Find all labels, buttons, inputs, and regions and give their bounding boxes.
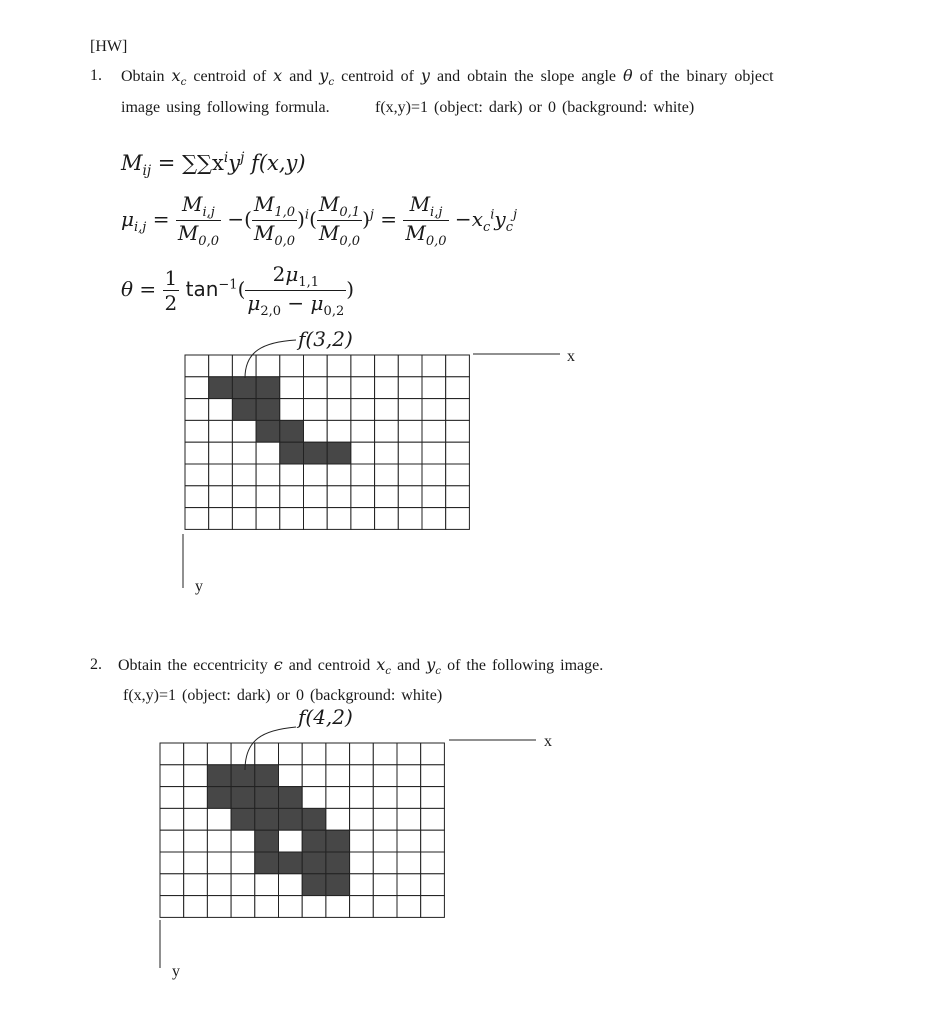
grid2-background-pixel (302, 765, 326, 787)
grid2-background-pixel (373, 830, 397, 852)
p2-text-b: and centroid (288, 657, 371, 674)
grid1-background-pixel (256, 355, 280, 377)
grid1-object-pixel (280, 442, 304, 464)
x-axis-label-2: x (544, 733, 552, 750)
grid2-object-pixel (255, 852, 279, 874)
grid1-background-pixel (375, 377, 399, 399)
grid1-background-pixel (185, 355, 209, 377)
grid2-background-pixel (373, 874, 397, 896)
grid2-object-pixel (302, 830, 326, 852)
grid1-background-pixel (209, 508, 233, 530)
grid1-background-pixel (280, 486, 304, 508)
grid1-background-pixel (351, 355, 375, 377)
grid1-background-pixel (375, 420, 399, 442)
grid2-background-pixel (184, 852, 208, 874)
grid1-background-pixel (398, 355, 422, 377)
grid2-object-pixel (207, 787, 231, 809)
grid2-background-pixel (373, 787, 397, 809)
grid1-background-pixel (304, 355, 328, 377)
grid1-background-pixel (327, 355, 351, 377)
grid1-background-pixel (304, 486, 328, 508)
grid2-background-pixel (326, 787, 350, 809)
grid2-object-pixel (255, 787, 279, 809)
grid1-background-pixel (304, 420, 328, 442)
grid1-background-pixel (327, 399, 351, 421)
grid2-background-pixel (279, 896, 303, 918)
p1-y-symbol: y (420, 66, 430, 85)
grid2-background-pixel (350, 743, 374, 765)
grid2-background-pixel (160, 830, 184, 852)
grid2-background-pixel (350, 787, 374, 809)
grid2-background-pixel (421, 765, 445, 787)
grid1-background-pixel (351, 442, 375, 464)
grid2-background-pixel (231, 743, 255, 765)
grid1-background-pixel (422, 399, 446, 421)
grid2-background-pixel (421, 743, 445, 765)
grid2-background-pixel (373, 808, 397, 830)
grid2-background-pixel (397, 896, 421, 918)
grid1-background-pixel (327, 508, 351, 530)
grid1-background-pixel (304, 464, 328, 486)
grid2-background-pixel (421, 852, 445, 874)
grid2-background-pixel (231, 852, 255, 874)
grid2-object-pixel (207, 765, 231, 787)
grid2-background-pixel (302, 787, 326, 809)
grid1-background-pixel (422, 377, 446, 399)
grid2-object-pixel (302, 874, 326, 896)
grid1-background-pixel (232, 464, 256, 486)
grid2-background-pixel (373, 852, 397, 874)
grid1-object-pixel (304, 442, 328, 464)
grid1-background-pixel (256, 442, 280, 464)
grid1-background-pixel (375, 464, 399, 486)
grid1-background-pixel (185, 508, 209, 530)
grid1-background-pixel (351, 399, 375, 421)
grid1-background-pixel (185, 486, 209, 508)
grid2-object-pixel (255, 765, 279, 787)
grid1-background-pixel (209, 399, 233, 421)
grid1-background-pixel (398, 464, 422, 486)
grid2-background-pixel (231, 896, 255, 918)
grid2-background-pixel (160, 808, 184, 830)
moment-formula: $M_{ij} = \sum\sum x^iy^j$ f(x,y) (121, 150, 306, 180)
grid1-background-pixel (185, 464, 209, 486)
pointer-curve-2 (245, 727, 296, 770)
p2-text-c: and (397, 657, 421, 674)
grid2-background-pixel (160, 787, 184, 809)
grid1-background-pixel (209, 486, 233, 508)
grid2-object-pixel (231, 808, 255, 830)
grid1-background-pixel (446, 486, 470, 508)
y-axis-label-2: y (172, 963, 180, 980)
grid1-background-pixel (327, 486, 351, 508)
pointer-label-f42: f(4,2) (298, 705, 353, 729)
y-axis-label-1: y (195, 578, 203, 595)
grid1-background-pixel (422, 508, 446, 530)
grid1-background-pixel (209, 442, 233, 464)
grid1-background-pixel (446, 355, 470, 377)
grid2-background-pixel (184, 830, 208, 852)
grid2-object-pixel (255, 830, 279, 852)
grid2-background-pixel (184, 765, 208, 787)
grid2-background-pixel (279, 830, 303, 852)
grid2-background-pixel (302, 743, 326, 765)
grid2-background-pixel (350, 874, 374, 896)
grid1-background-pixel (232, 486, 256, 508)
grid1-background-pixel (209, 355, 233, 377)
grid1-background-pixel (398, 399, 422, 421)
grid2-background-pixel (160, 765, 184, 787)
grid2-background-pixel (350, 852, 374, 874)
grid1-background-pixel (256, 464, 280, 486)
grid2-background-pixel (373, 743, 397, 765)
grid2-background-pixel (160, 852, 184, 874)
problem2-line1 (118, 655, 603, 681)
grid2-background-pixel (160, 743, 184, 765)
grid2-background-pixel (184, 743, 208, 765)
grid1-background-pixel (422, 420, 446, 442)
p2-yc-symbol: $y_c$ (426, 655, 442, 678)
p1-x-symbol: x (273, 66, 283, 85)
problem1-line1 (121, 66, 774, 92)
grid2-background-pixel (421, 874, 445, 896)
grid1-object-pixel (232, 399, 256, 421)
grid2-background-pixel (279, 874, 303, 896)
p1-theta-symbol: θ (623, 66, 633, 85)
problem1-definition: f(x,y)=1 (object: dark) or 0 (background: white) (375, 99, 695, 116)
grid2-object-pixel (326, 830, 350, 852)
central-moment-formula: $\mu_{i,j}$ = $\frac{M_{i,j}}{M_{0,0}}$ −( $\frac{M_{1,0}}{M_{0,0}}$ )$^i$( $\frac{M_{0,1}}{M_{0,0}}$ )$^j$ = $\frac{M_{i,j}}{M_{0,0}}$ $-x_c^iy_c^j$ (121, 192, 518, 249)
grid1-background-pixel (446, 508, 470, 530)
grid1-background-pixel (232, 420, 256, 442)
grid1-background-pixel (232, 355, 256, 377)
p1-text-d: centroid of (341, 68, 414, 85)
grid2-background-pixel (160, 896, 184, 918)
grid1-background-pixel (280, 508, 304, 530)
p2-text-a: Obtain the eccentricity (118, 657, 268, 674)
grid2-background-pixel (397, 787, 421, 809)
grid1-background-pixel (375, 486, 399, 508)
p1-text-c: and (289, 68, 313, 85)
grid2-object-pixel (279, 808, 303, 830)
grid1-background-pixel (232, 442, 256, 464)
grid2-background-pixel (397, 765, 421, 787)
grid1-background-pixel (327, 464, 351, 486)
grid1-background-pixel (375, 355, 399, 377)
grid1-background-pixel (446, 464, 470, 486)
grid2-background-pixel (207, 830, 231, 852)
problem1-number: 1. (90, 67, 102, 84)
theta-formula: θ = $\frac{1}{2}$ $\tan^{-1}$( $\frac{2\mu_{1,1}}{\mu_{2,0} - \mu_{0,2}}$ ) (121, 262, 355, 319)
grid2-background-pixel (326, 765, 350, 787)
grid2-background-pixel (184, 808, 208, 830)
problem2-definition: f(x,y)=1 (object: dark) or 0 (background: white) (123, 687, 443, 704)
grid1-background-pixel (185, 377, 209, 399)
grid1-background-pixel (398, 486, 422, 508)
grid2-background-pixel (207, 808, 231, 830)
grid1-background-pixel (304, 399, 328, 421)
grid2-object-pixel (326, 852, 350, 874)
grid2-background-pixel (421, 787, 445, 809)
grid2-background-pixel (184, 787, 208, 809)
grid1-background-pixel (280, 399, 304, 421)
grid2-background-pixel (326, 808, 350, 830)
grid1-object-pixel (256, 377, 280, 399)
grid1-background-pixel (256, 508, 280, 530)
p1-yc-symbol: $y_c$ (319, 66, 335, 89)
grid2-background-pixel (255, 896, 279, 918)
grid2-background-pixel (397, 743, 421, 765)
grid1-background-pixel (185, 399, 209, 421)
grid2-background-pixel (421, 830, 445, 852)
p1-text-b: centroid of (193, 68, 267, 85)
grid2-background-pixel (397, 830, 421, 852)
grid1-background-pixel (280, 377, 304, 399)
grid1-background-pixel (280, 464, 304, 486)
x-axis-label-1: x (567, 348, 575, 365)
problem1-line2: image using following formula. (121, 99, 330, 116)
grid2-background-pixel (326, 896, 350, 918)
grid1-background-pixel (446, 420, 470, 442)
p1-text-f: of the binary object (639, 68, 774, 85)
grid2-background-pixel (397, 852, 421, 874)
pointer-label-f32: f(3,2) (298, 327, 353, 351)
grid1-background-pixel (280, 355, 304, 377)
grid1-object-pixel (256, 399, 280, 421)
grid2-background-pixel (350, 896, 374, 918)
p2-xc-symbol: $x_c$ (376, 655, 392, 678)
grid2-background-pixel (231, 830, 255, 852)
grid2-background-pixel (350, 830, 374, 852)
problem2-number: 2. (90, 656, 102, 673)
grid2-background-pixel (326, 743, 350, 765)
pointer-curve-1 (245, 340, 296, 378)
grid2-object-pixel (279, 787, 303, 809)
grid2-background-pixel (350, 808, 374, 830)
grid1-background-pixel (185, 420, 209, 442)
p2-text-d: of the following image. (447, 657, 604, 674)
grid1-background-pixel (446, 377, 470, 399)
grid2-object-pixel (302, 852, 326, 874)
grid2-object-pixel (231, 765, 255, 787)
grid2-background-pixel (397, 874, 421, 896)
grid1-background-pixel (351, 508, 375, 530)
grid1-background-pixel (185, 442, 209, 464)
grid2-background-pixel (397, 808, 421, 830)
grid2-background-pixel (160, 874, 184, 896)
grid1-background-pixel (256, 486, 280, 508)
grid2-background-pixel (207, 874, 231, 896)
grid1-background-pixel (398, 442, 422, 464)
grid1-background-pixel (327, 377, 351, 399)
grid1-background-pixel (446, 399, 470, 421)
grid1-background-pixel (375, 508, 399, 530)
grid1-background-pixel (422, 486, 446, 508)
grid1-background-pixel (422, 442, 446, 464)
grid1-object-pixel (209, 377, 233, 399)
grid2-background-pixel (350, 765, 374, 787)
grid1-background-pixel (446, 442, 470, 464)
grid1-background-pixel (351, 377, 375, 399)
grid1-background-pixel (304, 508, 328, 530)
grid1-background-pixel (351, 486, 375, 508)
p1-text-a: Obtain (121, 68, 165, 85)
grid2-background-pixel (184, 896, 208, 918)
grid1-background-pixel (422, 355, 446, 377)
grid2-background-pixel (302, 896, 326, 918)
grid1-background-pixel (327, 420, 351, 442)
grid1-background-pixel (209, 420, 233, 442)
grid1-background-pixel (209, 464, 233, 486)
grid1-object-pixel (327, 442, 351, 464)
grid2-object-pixel (231, 787, 255, 809)
grid1-background-pixel (375, 442, 399, 464)
grid1-background-pixel (351, 420, 375, 442)
grid2-object-pixel (302, 808, 326, 830)
grid2-background-pixel (207, 743, 231, 765)
grid2-background-pixel (421, 808, 445, 830)
grid2-background-pixel (255, 743, 279, 765)
grid2-object-pixel (255, 808, 279, 830)
grid1-object-pixel (232, 377, 256, 399)
grid1-background-pixel (398, 508, 422, 530)
p1-xc-symbol: $x_c$ (171, 66, 187, 89)
grid1-background-pixel (351, 464, 375, 486)
grid1-background-pixel (398, 377, 422, 399)
grid1-background-pixel (422, 464, 446, 486)
grid2-background-pixel (207, 852, 231, 874)
grid2-background-pixel (373, 896, 397, 918)
grid1-background-pixel (304, 377, 328, 399)
grid1-object-pixel (280, 420, 304, 442)
grid2-object-pixel (279, 852, 303, 874)
grid2-object-pixel (326, 874, 350, 896)
grid1-background-pixel (232, 508, 256, 530)
grid1-background-pixel (398, 420, 422, 442)
grid2-background-pixel (421, 896, 445, 918)
grid1-object-pixel (256, 420, 280, 442)
grid2-background-pixel (231, 874, 255, 896)
grid2-background-pixel (279, 743, 303, 765)
p1-text-e: and obtain the slope angle (436, 68, 617, 85)
grid2-background-pixel (279, 765, 303, 787)
grid2-background-pixel (373, 765, 397, 787)
grid2-background-pixel (184, 874, 208, 896)
grid2-background-pixel (207, 896, 231, 918)
p2-eps-symbol: ϵ (273, 655, 283, 674)
grid2-background-pixel (255, 874, 279, 896)
hw-tag: [HW] (90, 38, 128, 55)
grid1-background-pixel (375, 399, 399, 421)
